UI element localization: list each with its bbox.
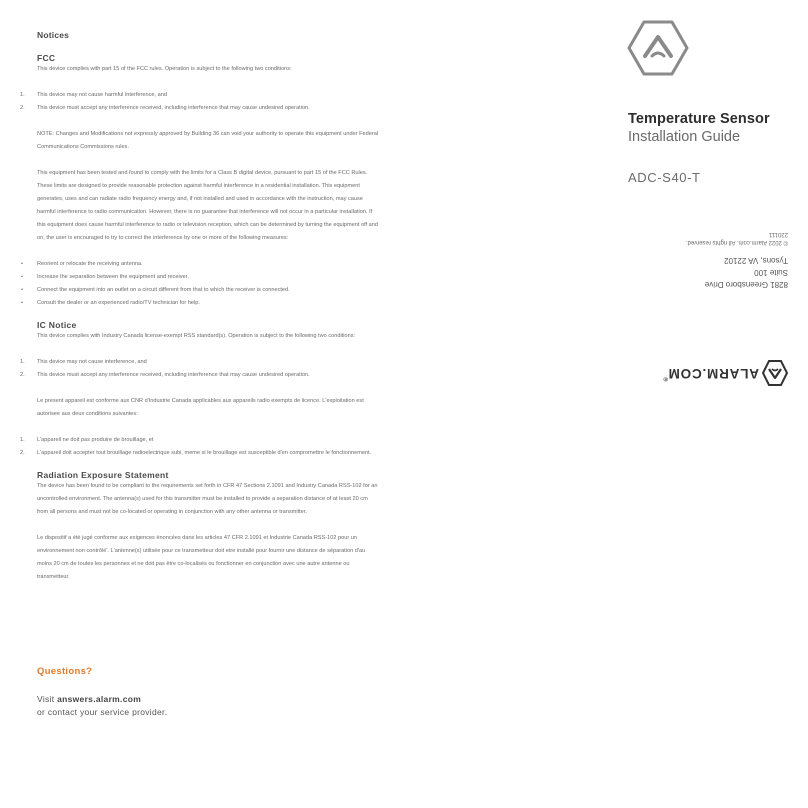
notices-column bbox=[20, 30, 379, 584]
ic-intro: This device complies with Industry Canada license-exempt RSS standard(s). Operation is subject to the following two conditions: bbox=[37, 333, 356, 339]
alarm-hex-logo-icon bbox=[626, 20, 690, 76]
list-item: • Reorient or relocate the receiving antenna. bbox=[21, 261, 143, 267]
product-title: Temperature Sensor bbox=[628, 111, 770, 127]
list-item: 2. This device must accept any interference received, including interference that may cause undesired operation. bbox=[20, 105, 310, 111]
ic-heading: IC Notice bbox=[37, 320, 77, 330]
fcc-tested-paragraph: This equipment has been tested and found to comply with the limits for a Class B digital device, pursuant to part 15 of the FCC Rules. These limits are designed to provide reasonable protection against harmful interference in a residential installation. This equipment generates, uses and can radiate radio frequency energy and, if not installed and used in accordance with the instruction, may cause harmful interference to radio communication. However, there is no guarantee that interference will not occur in a particular installation. If this equipment does cause harmful interference to radio or television reception, which can be determined by turning the equipment off and on, the user is encouraged to try to correct the interference by one or more of the following measures: bbox=[37, 170, 379, 241]
fcc-intro: This device complies with part 15 of the FCC rules. Operation is subject to the following two conditions: bbox=[37, 66, 292, 72]
guide-subtitle: Installation Guide bbox=[628, 129, 741, 145]
list-item: 1. This device may not cause harmful interference, and bbox=[20, 92, 167, 98]
address-line: 8281 Greensboro Drive bbox=[704, 280, 788, 289]
notices-heading: Notices bbox=[37, 30, 70, 40]
brand-wordmark bbox=[663, 366, 759, 381]
visit-prefix: Visit bbox=[37, 694, 58, 704]
contact-provider-text: or contact your service provider. bbox=[37, 707, 168, 717]
address-line: Tysons, VA 22102 bbox=[724, 256, 788, 265]
ic-french-conditions-list bbox=[20, 434, 379, 460]
list-item: 2. L'appareil doit accepter tout brouillage radioelectrique subi, meme si le brouillage est susceptible d'en compromettre le fonctionnement. bbox=[20, 450, 372, 456]
ic-french-intro: Le present appareil est conforme aux CNR d'Industrie Canada applicables aux appareils radio exempts de licence. L'exploitation est autorisee aux deux conditions suivantes: bbox=[37, 398, 364, 417]
brand-text: ALARM.COM bbox=[667, 366, 759, 381]
list-item: 1. This device may not cause interference, and bbox=[20, 359, 147, 365]
back-cover-info bbox=[600, 215, 788, 290]
list-item: • Increase the separation between the equipment and receiver. bbox=[21, 274, 189, 280]
copyright: © 2022 Alarm.com. All rights reserved. bbox=[685, 239, 788, 245]
alarm-logo-icon bbox=[762, 360, 788, 386]
fcc-conditions-list bbox=[20, 89, 379, 115]
list-item: 2. This device must accept any interference received, including interference that may cause undesired operation. bbox=[20, 372, 310, 378]
ic-conditions-list bbox=[20, 356, 379, 382]
support-contact bbox=[37, 693, 167, 719]
alarm-com-logo bbox=[648, 360, 788, 386]
questions-heading: Questions? bbox=[37, 666, 93, 677]
address-line: Suite 100 bbox=[754, 268, 788, 277]
radiation-french: Le dispositif a été jugé conforme aux exigences énoncées dans les articles 47 CFR 2.1091 et Industrie Canada RSS-102 pour un environnement non contrôlé'. L'antenne(s) utilisée pour ce transmetteur doit etre installé pour fournir une distance de séparation d'au moins 20 cm de toutes les personnes et ne doit pas être co-localisés ou fonctionner en conjunction avec une autre antenne ou transmetteur. bbox=[37, 535, 366, 580]
list-item: • Connect the equipment into an outlet on a circuit different from that to which the receiver is connected. bbox=[21, 287, 290, 293]
list-item: • Consult the dealer or an experienced radio/TV technician for help. bbox=[21, 300, 200, 306]
cover-title-block bbox=[628, 110, 770, 146]
fcc-measures-list bbox=[21, 258, 379, 310]
fcc-heading: FCC bbox=[37, 53, 56, 63]
support-link[interactable]: answers.alarm.com bbox=[57, 694, 142, 704]
list-item: 1. L'appareil ne doit pas produire de brouillage, et bbox=[20, 437, 154, 443]
fcc-note: NOTE: Changes and Modifications not expressly approved by Building 36 can void your authority to operate this equipment under Federal Communications Commissions rules. bbox=[37, 131, 379, 150]
registered-mark: ® bbox=[662, 375, 668, 381]
doc-number: 220111 bbox=[768, 231, 788, 237]
radiation-heading: Radiation Exposure Statement bbox=[37, 470, 169, 480]
radiation-english: The device has been found to be compliant to the requirements set forth in CFR 47 Sections 2.1091 and Industry Canada RSS-102 for an uncontrolled environment. The antenna(s) used for this transmitter must be installed to provide a separation distance of at least 20 cm from all persons and must not be co-located or operating in conjunction with any other antenna or transmitter. bbox=[37, 483, 378, 515]
model-number: ADC-S40-T bbox=[628, 170, 701, 185]
